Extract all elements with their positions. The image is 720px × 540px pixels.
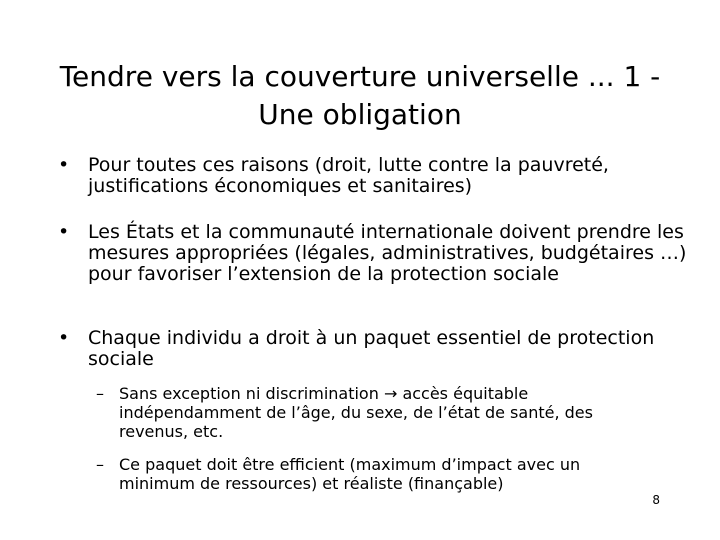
bullet-marker: • [58, 221, 70, 243]
page-number: 8 [652, 493, 660, 507]
bullet-item [58, 328, 698, 370]
bullet-text: Chaque individu a droit à un paquet essentiel de protection sociale [88, 327, 655, 370]
slide-title: Tendre vers la couverture universelle ... 1 - Une obligation [59, 60, 661, 131]
sub-bullet-text: Ce paquet doit être efficient (maximum d’impact avec un minimum de ressources) et réaliste (finançable) [119, 455, 581, 493]
sub-bullet-marker: – [96, 455, 104, 474]
bullet-marker: • [58, 154, 70, 176]
bullet-item [58, 222, 698, 285]
sub-bullet-marker: – [96, 384, 104, 403]
sub-bullet-text: Sans exception ni discrimination → accès équitable indépendamment de l’âge, du sexe, de l’état de santé, des revenus, etc. [119, 384, 593, 441]
bullet-marker: • [58, 327, 70, 349]
bullet-text: Les États et la communauté internationale doivent prendre les mesures appropriées (légales, administratives, budgétaires …) pour favoriser l’extension de la protection sociale [88, 221, 687, 285]
sub-bullet-item [96, 384, 659, 441]
sub-bullet-item [96, 455, 659, 493]
bullet-item [58, 155, 698, 197]
bullet-text: Pour toutes ces raisons (droit, lutte contre la pauvreté, justifications économiques et sanitaires) [88, 154, 609, 197]
